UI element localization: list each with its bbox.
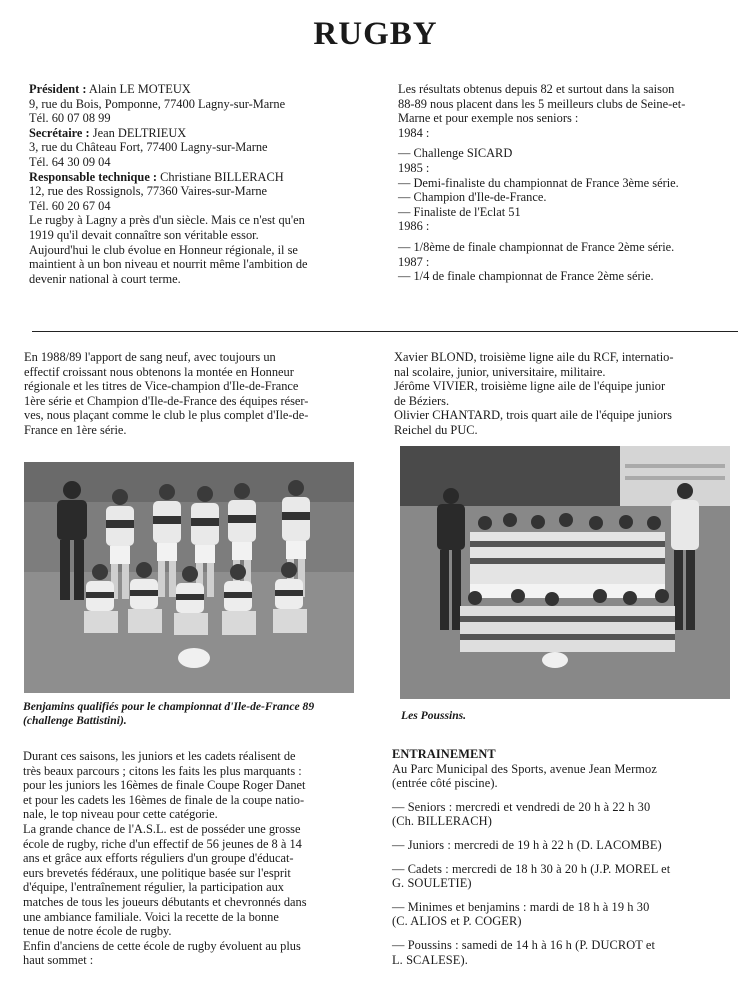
players-line: Olivier CHANTARD, trois quart aile de l'équipe juniors bbox=[394, 408, 672, 423]
intro-line: Le rugby à Lagny a près d'un siècle. Mais ce n'est qu'en bbox=[29, 213, 305, 228]
season-line: ves, nous plaçant comme le club le plus complet d'Ile-de- bbox=[24, 408, 309, 423]
school-line: école de rugby, riche d'un effectif de 56 jeunes de 8 à 14 bbox=[23, 836, 302, 851]
president-phone: Tél. 60 07 08 99 bbox=[29, 111, 111, 126]
training-minimes: — Minimes et benjamins : mardi de 18 h à 19 h 30 bbox=[392, 899, 650, 914]
school-line: matches de tous les joueurs débutants et chevronnés dans bbox=[23, 894, 307, 909]
training-poussins: — Poussins : samedi de 14 h à 16 h (P. DUCROT et bbox=[392, 937, 656, 952]
benjamins-photo-drawing bbox=[24, 462, 354, 693]
section-divider bbox=[32, 331, 738, 332]
results-intro: 88-89 nous placent dans les 5 meilleurs clubs de Seine-et- bbox=[398, 96, 686, 111]
training-heading: ENTRAINEMENT bbox=[392, 747, 496, 761]
training-place: (entrée côté piscine). bbox=[392, 776, 498, 791]
caption-line: Benjamins qualifiés pour le championnat d'Ile-de-France 89 bbox=[23, 700, 315, 713]
training-block bbox=[392, 747, 742, 967]
school-line: La grande chance de l'A.S.L. est de posséder une grosse bbox=[23, 821, 301, 836]
result-item: — 1/8ème de finale championnat de France 2ème série. bbox=[398, 239, 675, 254]
result-item: — Demi-finaliste du championnat de France 3ème série. bbox=[398, 175, 679, 190]
secretaire-address: 3, rue du Château Fort, 77400 Lagny-sur-Marne bbox=[29, 140, 268, 155]
results-intro: Marne et pour exemple nos seniors : bbox=[398, 111, 579, 126]
school-line: ans et grâce aux efforts réguliers d'un groupe d'éducat- bbox=[23, 851, 294, 866]
school-line: une ambiance familiale. Voici la recette de la bonne bbox=[23, 909, 279, 924]
school-line: eurs brevetés fédéraux, une politique basée sur l'esprit bbox=[23, 865, 291, 880]
school-line: haut sommet : bbox=[23, 953, 94, 968]
season-line: régionale et les titres de Vice-champion d'Ile-de-France bbox=[24, 379, 299, 394]
school-line: très beaux parcours ; citons les faits les plus marquants : bbox=[23, 763, 302, 778]
season-line: En 1988/89 l'apport de sang neuf, avec toujours un bbox=[24, 350, 276, 364]
poussins-photo-drawing bbox=[400, 446, 730, 699]
poussins-team-photo bbox=[400, 446, 730, 699]
president-line: Président : Alain LE MOTEUX bbox=[29, 82, 191, 96]
responsable-line: Responsable technique : Christiane BILLERACH bbox=[29, 169, 284, 184]
training-place: Au Parc Municipal des Sports, avenue Jean Mermoz bbox=[392, 761, 657, 776]
year-1985: 1985 : bbox=[398, 160, 430, 175]
responsable-address: 12, rue des Rossignols, 77360 Vaires-sur-Marne bbox=[29, 184, 268, 199]
results-block bbox=[398, 82, 743, 284]
training-seniors-coach: (Ch. BILLERACH) bbox=[392, 814, 492, 829]
season-paragraph bbox=[24, 350, 374, 438]
school-line: Enfin d'anciens de cette école de rugby évoluent au plus bbox=[23, 938, 301, 953]
season-line: effectif croissant nous obtenons la montée en Honneur bbox=[24, 364, 294, 379]
players-line: Jérôme VIVIER, troisième ligne aile de l'équipe junior bbox=[394, 379, 666, 394]
players-paragraph bbox=[394, 350, 744, 438]
president-address: 9, rue du Bois, Pomponne, 77400 Lagny-sur-Marne bbox=[29, 96, 286, 111]
players-line: de Béziers. bbox=[394, 393, 450, 408]
players-line: nal scolaire, junior, universitaire, militaire. bbox=[394, 364, 606, 379]
secretaire-line: Secrétaire : Jean DELTRIEUX bbox=[29, 125, 187, 140]
benjamins-caption bbox=[23, 700, 368, 727]
training-seniors: — Seniors : mercredi et vendredi de 20 h à 22 h 30 bbox=[392, 799, 651, 814]
intro-line: Aujourd'hui le club évolue en Honneur régionale, il se bbox=[29, 242, 298, 257]
result-item: — 1/4 de finale championnat de France 2ème série. bbox=[398, 269, 654, 284]
result-item: — Challenge SICARD bbox=[398, 146, 513, 161]
training-poussins-coach: L. SCALESE). bbox=[392, 952, 468, 967]
intro-line: devenir national à court terme. bbox=[29, 271, 181, 286]
secretaire-phone: Tél. 64 30 09 04 bbox=[29, 154, 111, 169]
training-juniors: — Juniors : mercredi de 19 h à 22 h (D. LACOMBE) bbox=[392, 837, 662, 852]
season-line: France en 1ère série. bbox=[24, 422, 127, 437]
school-paragraph bbox=[23, 749, 378, 968]
school-line: pour les juniors les 16èmes de finale Coupe Roger Danet bbox=[23, 778, 306, 793]
year-1987: 1987 : bbox=[398, 254, 430, 269]
poussins-caption: Les Poussins. bbox=[401, 709, 467, 722]
players-line: Reichel du PUC. bbox=[394, 422, 478, 437]
school-line: Durant ces saisons, les juniors et les cadets réalisent de bbox=[23, 749, 296, 763]
training-cadets: — Cadets : mercredi de 18 h 30 à 20 h (J.P. MOREL et bbox=[392, 861, 671, 876]
intro-line: 1919 qu'il devait connaître son véritable essor. bbox=[29, 227, 259, 242]
players-line: Xavier BLOND, troisième ligne aile du RCF, internatio- bbox=[394, 350, 674, 364]
training-minimes-coach: (C. ALIOS et P. COGER) bbox=[392, 914, 522, 929]
year-1984: 1984 : bbox=[398, 125, 430, 140]
school-line: tenue de notre école de rugby. bbox=[23, 924, 172, 939]
school-line: d'équipe, l'entraînement régulier, la participation aux bbox=[23, 880, 284, 895]
school-line: et pour les cadets les 16èmes de finale de la coupe natio- bbox=[23, 792, 305, 807]
contacts-block bbox=[29, 82, 379, 286]
result-item: — Champion d'Ile-de-France. bbox=[398, 190, 547, 205]
training-cadets-coach: G. SOULETIE) bbox=[392, 876, 472, 891]
intro-line: maintient à un bon niveau et nourrit même l'ambition de bbox=[29, 257, 308, 272]
caption-line: (challenge Battistini). bbox=[23, 713, 127, 727]
season-line: 1ère série et Champion d'Ile-de-France des équipes réser- bbox=[24, 393, 309, 408]
year-1986: 1986 : bbox=[398, 219, 430, 234]
page-title: RUGBY bbox=[313, 16, 438, 52]
results-intro: Les résultats obtenus depuis 82 et surtout dans la saison bbox=[398, 82, 675, 96]
result-item: — Finaliste de l'Eclat 51 bbox=[398, 204, 521, 219]
benjamins-team-photo bbox=[24, 462, 354, 693]
school-line: nale, le top niveau pour cette catégorie. bbox=[23, 807, 218, 822]
responsable-phone: Tél. 60 20 67 04 bbox=[29, 198, 111, 213]
